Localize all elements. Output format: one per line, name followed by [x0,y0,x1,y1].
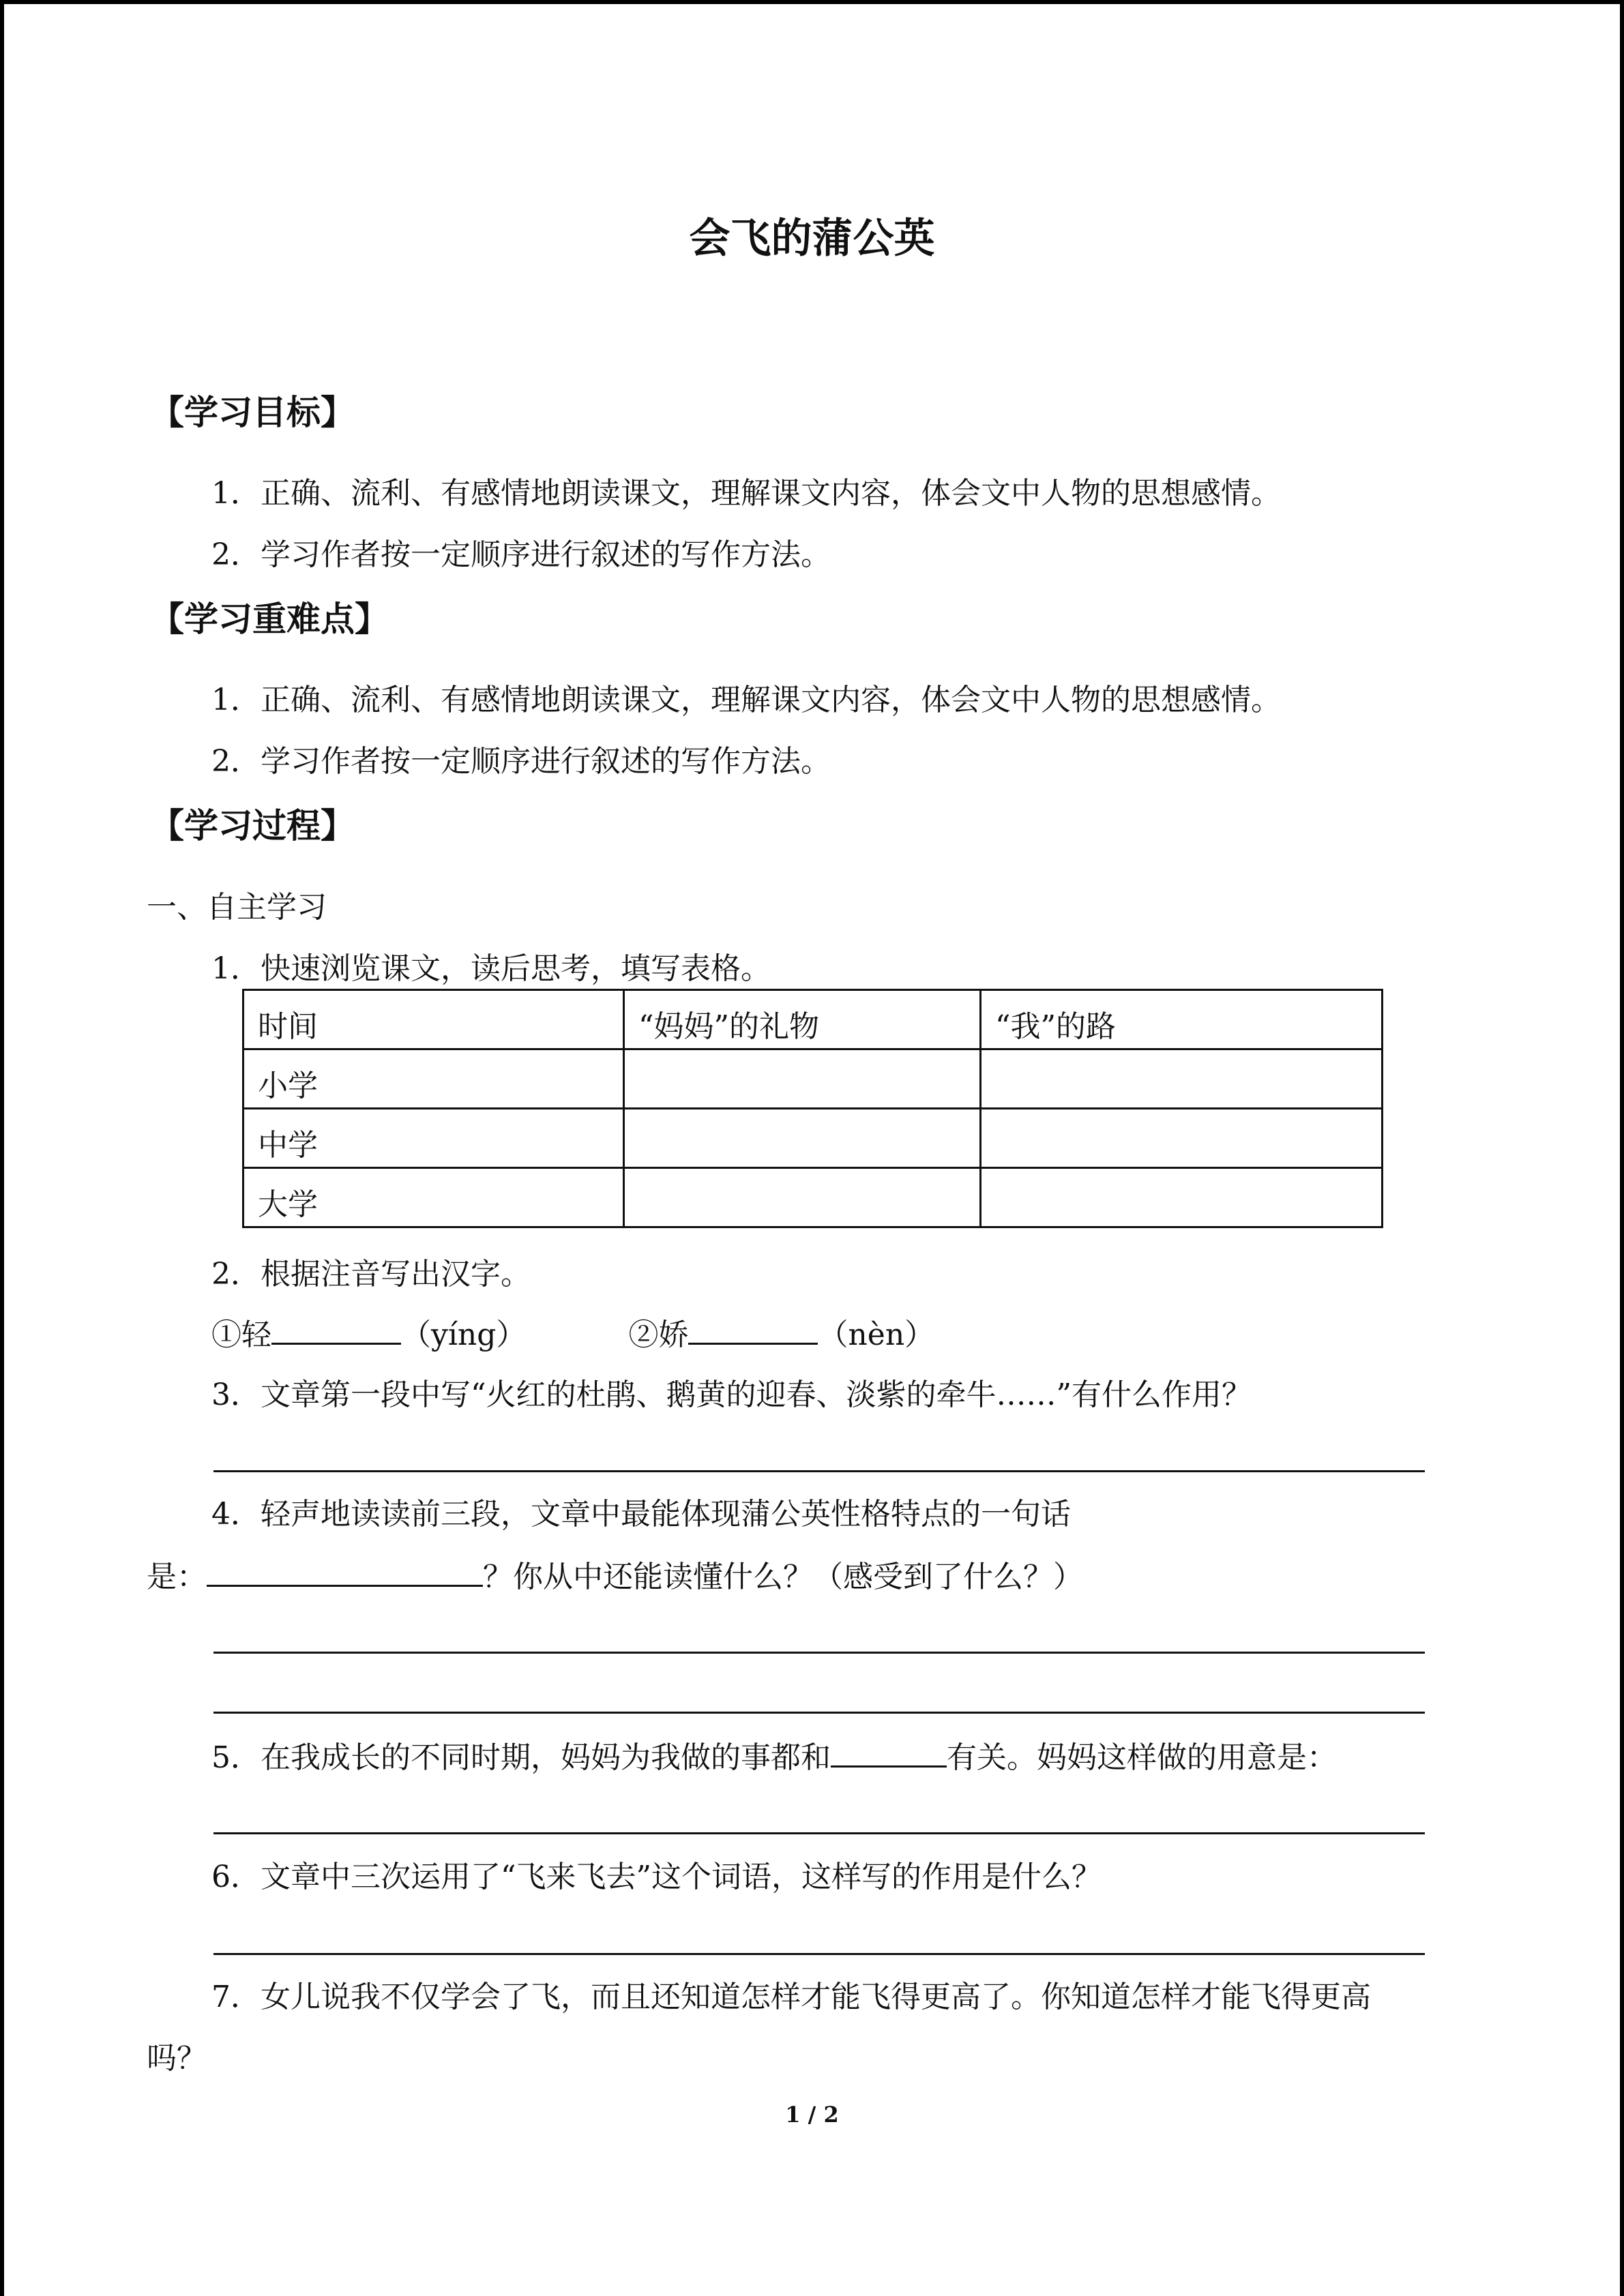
q2-item-b-pinyin: （nèn） [818,1317,935,1352]
process-heading: 【学习过程】 [150,806,355,846]
q4-suffix: ？你从中还能读懂什么？（感受到了什么？） [483,1560,1083,1594]
q2-item-a-blank[interactable] [271,1313,401,1345]
q2-item-a-pinyin: （yíng） [401,1317,527,1352]
table-header-row [243,990,1383,1049]
table-row-label: 大学 [243,1168,624,1227]
question-7-line-1: 7．女儿说我不仅学会了飞，而且还知道怎样才能飞得更高了。你知道怎样才能飞得更高 [211,1980,1371,2014]
key-points-heading: 【学习重难点】 [150,599,389,639]
q4-blank[interactable] [207,1555,483,1587]
page-number: 1 / 2 [785,2102,839,2128]
q5-prefix: 5．在我成长的不同时期，妈妈为我做的事都和 [211,1740,831,1775]
answer-line-q4-1[interactable] [213,1652,1425,1654]
q5-blank[interactable] [831,1735,947,1768]
question-1: 1．快速浏览课文，读后思考，填写表格。 [211,951,771,986]
question-2-items [211,1313,934,1356]
table-answer-cell[interactable] [981,1049,1383,1109]
question-3: 3．文章第一段中写“火红的杜鹃、鹅黄的迎春、淡紫的牵牛……”有什么作用？ [211,1377,1252,1412]
table-answer-cell[interactable] [624,1049,981,1109]
q2-item-a-prefix: ①轻 [211,1317,271,1352]
table-answer-cell[interactable] [624,1168,981,1227]
table-header-cell: “妈妈”的礼物 [624,990,981,1049]
table-row-label: 小学 [243,1049,624,1109]
q2-item-b-blank[interactable] [688,1313,818,1345]
goal-item-2: 2．学习作者按一定顺序进行叙述的写作方法。 [211,537,831,572]
goal-item-1: 1．正确、流利、有感情地朗读课文，理解课文内容，体会文中人物的思想感情。 [211,476,1281,511]
part-1-label: 一、自主学习 [147,890,327,925]
answer-line-q4-2[interactable] [213,1712,1425,1714]
question-5 [211,1735,1337,1779]
page-top-border [0,0,1624,4]
document-title: 会飞的蒲公英 [689,215,935,263]
table-row-label: 中学 [243,1109,624,1168]
key-point-item-2: 2．学习作者按一定顺序进行叙述的写作方法。 [211,744,831,779]
goals-heading: 【学习目标】 [150,393,355,432]
answer-line-q6[interactable] [213,1953,1425,1955]
page-left-border [0,0,4,2296]
table-header-cell: “我”的路 [981,990,1383,1049]
question-4-line-1: 4．轻声地读读前三段，文章中最能体现蒲公英性格特点的一句话 [211,1497,1071,1532]
table-answer-cell[interactable] [624,1109,981,1168]
table-row [243,1049,1383,1109]
question-2: 2．根据注音写出汉字。 [211,1257,531,1292]
answer-line-q5[interactable] [213,1832,1425,1834]
answer-line-q3[interactable] [213,1470,1425,1472]
page-right-border [1620,0,1624,2296]
question-4-line-2 [147,1555,1083,1598]
fill-in-table [242,989,1383,1228]
table-row [243,1168,1383,1227]
question-6: 6．文章中三次运用了“飞来飞去”这个词语，这样写的作用是什么？ [211,1860,1102,1894]
table-answer-cell[interactable] [981,1168,1383,1227]
table-header-cell: 时间 [243,990,624,1049]
q5-suffix: 有关。妈妈这样做的用意是： [947,1740,1337,1775]
key-point-item-1: 1．正确、流利、有感情地朗读课文，理解课文内容，体会文中人物的思想感情。 [211,683,1281,717]
table-answer-cell[interactable] [981,1109,1383,1168]
question-7-line-2: 吗？ [147,2041,207,2076]
q2-item-b-prefix: ②娇 [628,1317,689,1352]
table-row [243,1109,1383,1168]
q4-prefix: 是： [147,1560,207,1594]
